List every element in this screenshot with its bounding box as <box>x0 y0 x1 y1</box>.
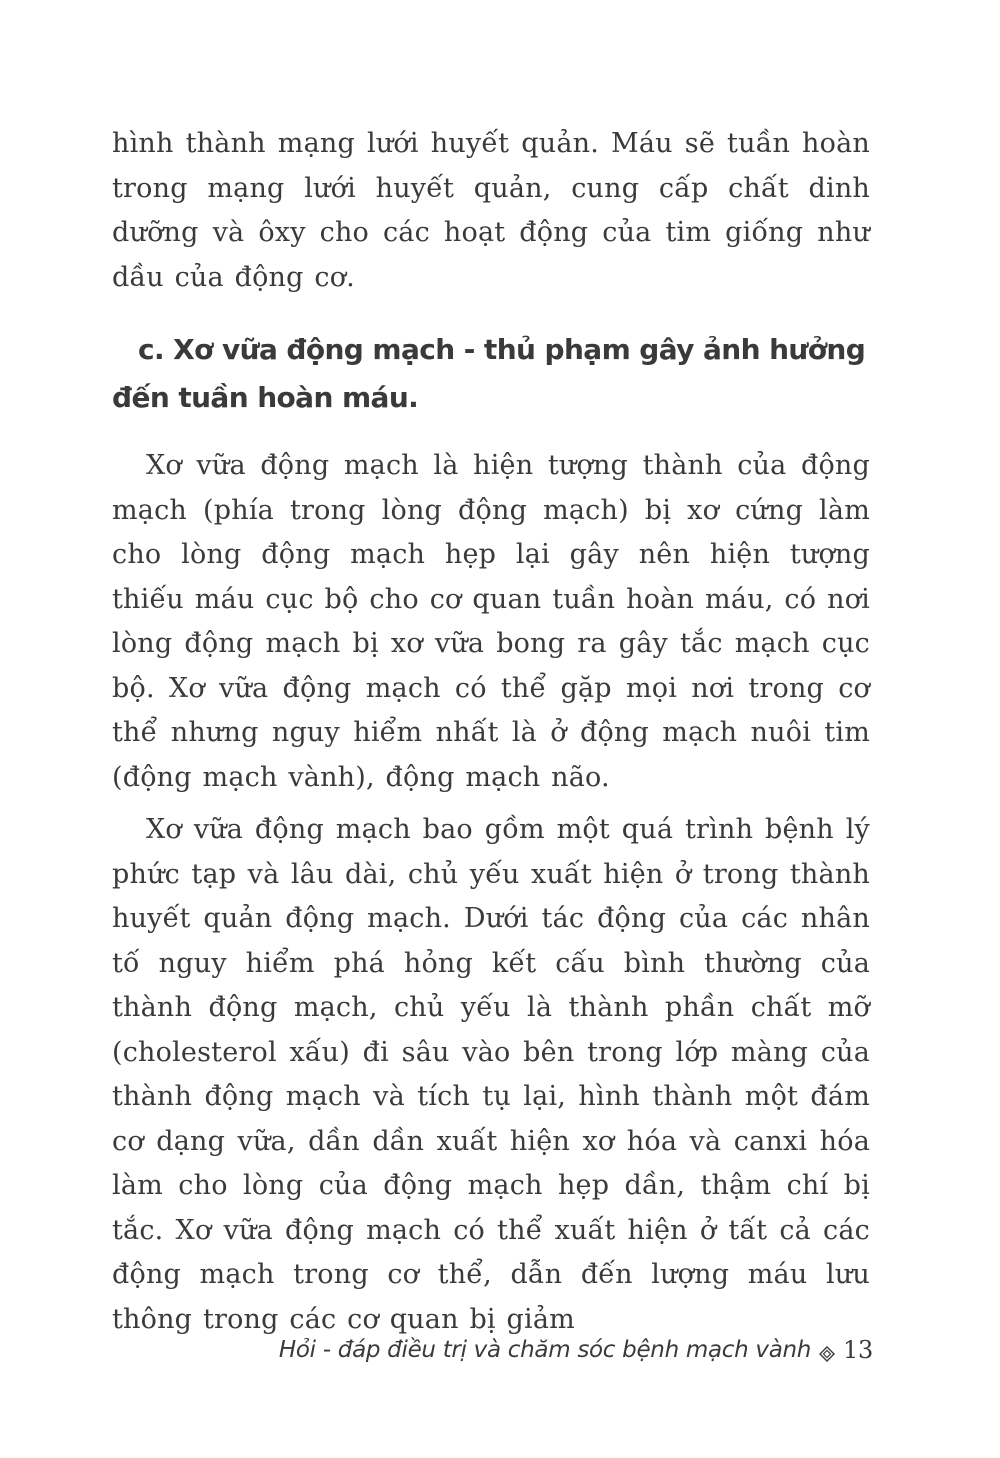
paragraph-2: Xơ vữa động mạch là hiện tượng thành của động mạch (phía trong lòng động mạch) bị xơ cứng làm cho lòng động mạch hẹp lại gây nên hiện tượng thiếu máu cục bộ cho cơ quan tuần hoàn máu, có nơi lòng động mạch bị xơ vữa bong ra gây tắc mạch cục bộ. Xơ vữa động mạch có thể gặp mọi nơi trong cơ thể nhưng nguy hiểm nhất là ở động mạch nuôi tim (động mạch vành), động mạch não. <box>112 450 870 793</box>
paragraph-3: Xơ vữa động mạch bao gồm một quá trình bệnh lý phức tạp và lâu dài, chủ yếu xuất hiện ở trong thành huyết quản động mạch. Dưới tác động của các nhân tố nguy hiểm phá hỏng kết cấu bình thường của thành động mạch, chủ yếu là thành phần chất mỡ (cholesterol xấu) đi sâu vào bên trong lớp màng của thành động mạch và tích tụ lại, hình thành một đám cơ dạng vữa, dần dần xuất hiện xơ hóa và canxi hóa làm cho lòng của động mạch hẹp dần, thậm chí bị tắc. Xơ vữa động mạch có thể xuất hiện ở tất cả các động mạch trong cơ thể, dẫn đến lượng máu lưu thông trong các cơ quan bị giảm <box>112 814 870 1335</box>
page-footer <box>0 1336 873 1364</box>
paragraph-1: hình thành mạng lưới huyết quản. Máu sẽ tuần hoàn trong mạng lưới huyết quản, cung cấp chất dinh dưỡng và ôxy cho các hoạt động của tim giống như dầu của động cơ. <box>112 128 870 293</box>
page-body <box>112 122 870 1342</box>
book-title: Hỏi - đáp điều trị và chăm sóc bệnh mạch vành <box>278 1337 812 1363</box>
page-number: 13 <box>843 1336 873 1364</box>
diamond-ornament-icon <box>819 1342 835 1358</box>
section-heading: c. Xơ vữa động mạch - thủ phạm gây ảnh hưởng đến tuần hoàn máu. <box>112 333 866 414</box>
